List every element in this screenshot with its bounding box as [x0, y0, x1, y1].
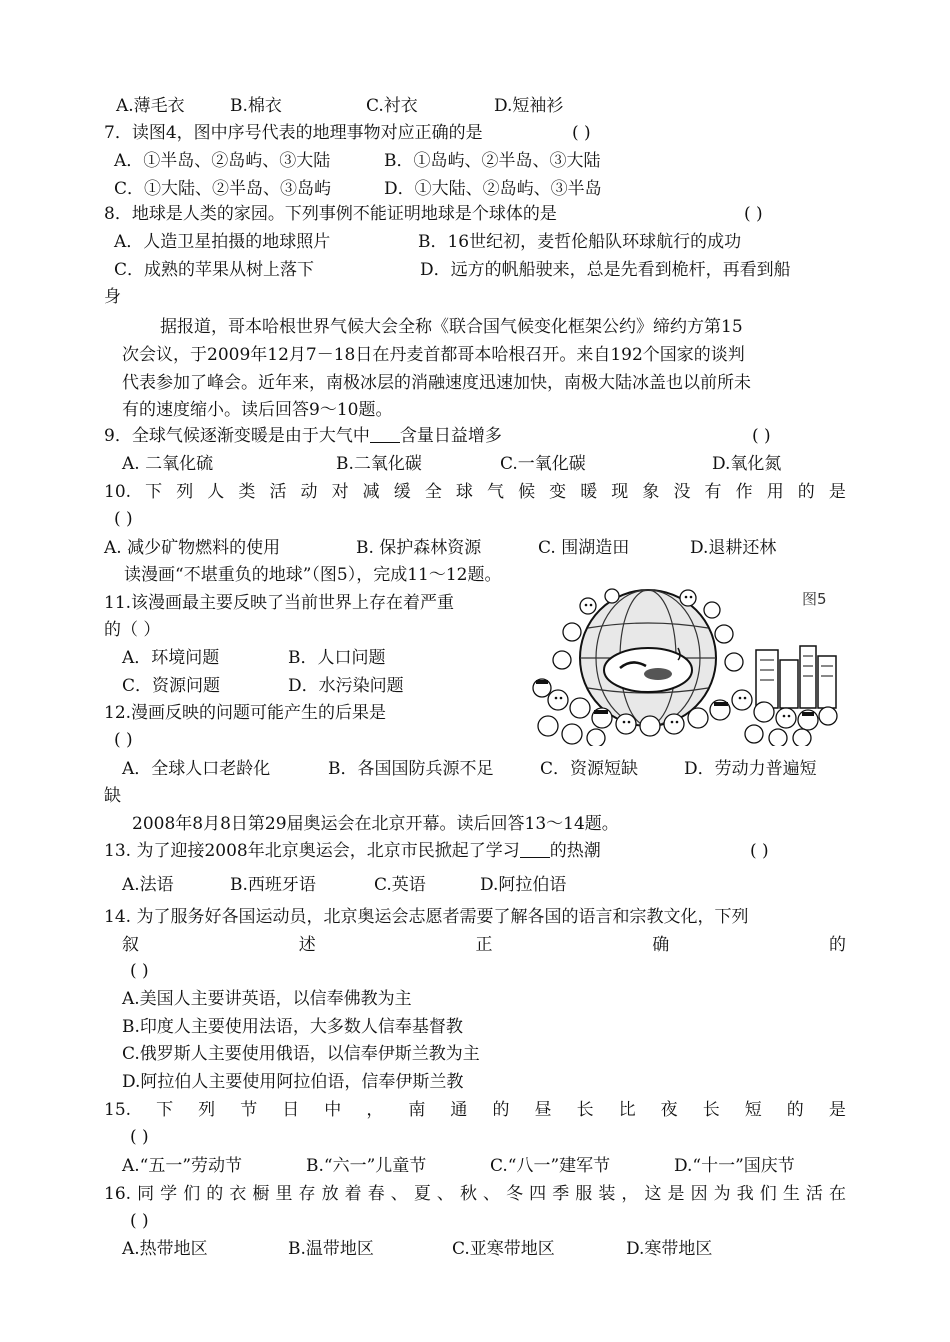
q15-option-d: D.“十一”国庆节	[674, 1156, 795, 1176]
intro-11-12: 读漫画“不堪重负的地球”（图5），完成11～12题。	[124, 565, 502, 585]
q16-stem-char: 学	[160, 1184, 178, 1204]
q10-stem-char: 作	[735, 482, 753, 502]
cartoon-overburdened-earth	[528, 588, 838, 746]
q16-stem-char: 我	[736, 1184, 754, 1204]
q15-stem-char: 节	[240, 1100, 258, 1120]
q12-option-b: B．各国国防兵源不足	[328, 759, 494, 779]
q15-stem-char: 下	[156, 1100, 174, 1120]
q12-option-a: A．全球人口老龄化	[122, 759, 271, 779]
q15-stem-char: 南	[408, 1100, 426, 1120]
q14-stem-char: 的	[829, 935, 846, 955]
q16-answer-paren: ( )	[130, 1211, 149, 1231]
q16-stem-char: 春	[367, 1184, 385, 1204]
q13-option-a: A.法语	[122, 875, 174, 895]
q6-option-b: B.棉衣	[230, 96, 282, 116]
q16-stem-char: 16.	[104, 1184, 132, 1204]
q16-stem-char: 这	[644, 1184, 662, 1204]
q11-option-c: C．资源问题	[122, 676, 221, 696]
q16-stem-char: 存	[298, 1184, 316, 1204]
q13-stem	[104, 840, 601, 862]
q9-answer-paren: ( )	[752, 426, 771, 446]
q10-stem-char: 动	[300, 482, 318, 502]
q16-stem-char: 橱	[252, 1184, 270, 1204]
q13-answer-paren: ( )	[750, 841, 769, 861]
q15-option-b: B.“六一”儿童节	[306, 1156, 427, 1176]
q14-answer-paren: ( )	[130, 961, 149, 981]
q15-stem-char: 列	[198, 1100, 216, 1120]
q8-option-a: A．人造卫星拍摄的地球照片	[114, 232, 331, 252]
q15-stem	[104, 1099, 846, 1121]
q16-stem-char: 们	[759, 1184, 777, 1204]
q14-stem-line2	[122, 934, 846, 956]
q16-stem-char: 秋	[459, 1184, 477, 1204]
q13-stem-a: 13. 为了迎接2008年北京奥运会，北京市民掀起了学习	[104, 841, 520, 861]
q6-option-c: C.衬衣	[366, 96, 418, 116]
q10-stem-char: 类	[238, 482, 256, 502]
q13-option-c: C.英语	[374, 875, 426, 895]
q15-stem-char: 的	[786, 1100, 804, 1120]
q13-option-d: D.阿拉伯语	[480, 875, 567, 895]
q15-stem-char: 夜	[660, 1100, 678, 1120]
q10-stem-char: 用	[766, 482, 784, 502]
q10-stem-char: 全	[424, 482, 442, 502]
q10-stem-char: 减	[362, 482, 380, 502]
q16-stem-char: 的	[206, 1184, 224, 1204]
q9-stem	[104, 425, 502, 447]
q16-stem-char: 、	[436, 1184, 454, 1204]
q9-stem-b: 含量日益增多	[399, 426, 502, 446]
q15-stem-char: 短	[744, 1100, 762, 1120]
q15-stem-char: 昼	[534, 1100, 552, 1120]
q12-option-d-wrap: 缺	[104, 786, 121, 806]
q9-fill-blank	[370, 426, 400, 443]
q10-stem-char: 象	[642, 482, 660, 502]
q16-stem-char: 们	[183, 1184, 201, 1204]
q14-option-b: B.印度人主要使用法语，大多数人信奉基督教	[122, 1017, 463, 1037]
q16-stem-char: 四	[529, 1184, 547, 1204]
q8-option-d-wrap: 身	[104, 287, 121, 307]
q15-option-a: A.“五一”劳动节	[122, 1156, 243, 1176]
q12-stem: 12.漫画反映的问题可能产生的后果是	[104, 703, 387, 723]
q13-option-b: B.西班牙语	[230, 875, 316, 895]
q14-stem-char: 确	[652, 935, 670, 955]
q16-stem-char: 着	[344, 1184, 362, 1204]
q16-stem-char: 季	[552, 1184, 570, 1204]
q14-option-a: A.美国人主要讲英语，以信奉佛教为主	[122, 989, 412, 1009]
q16-stem-char: 为	[713, 1184, 731, 1204]
q10-stem-char: 球	[455, 482, 473, 502]
q15-stem-char: 长	[702, 1100, 720, 1120]
q12-option-c: C．资源短缺	[540, 759, 639, 779]
city-buildings-icon	[756, 646, 836, 708]
q8-option-c: C．成熟的苹果从树上落下	[114, 260, 315, 280]
q13-fill-blank	[520, 841, 550, 858]
q10-stem-char: 列	[176, 482, 194, 502]
q14-stem-char: 叙	[122, 935, 139, 955]
q16-stem-char: 、	[390, 1184, 408, 1204]
q7-option-a: A．①半岛、②岛屿、③大陆	[114, 151, 331, 171]
q16-stem-char: 装	[598, 1184, 616, 1204]
q16-stem	[104, 1183, 846, 1205]
q14-option-d: D.阿拉伯人主要使用阿拉伯语，信奉伊斯兰教	[122, 1072, 464, 1092]
q7-option-d: D．①大陆、②岛屿、③半岛	[384, 179, 602, 199]
globe-icon	[580, 590, 716, 726]
q9-option-d: D.氧化氮	[712, 454, 782, 474]
q15-stem-char: 中	[324, 1100, 342, 1120]
q15-stem-char: 通	[450, 1100, 468, 1120]
q15-stem-char: 日	[282, 1100, 300, 1120]
cartoon-illustration	[528, 588, 838, 746]
q10-stem-char: 对	[331, 482, 349, 502]
q10-stem-char: 缓	[393, 482, 411, 502]
q16-stem-char: 活	[805, 1184, 823, 1204]
q10-stem-char: 变	[549, 482, 567, 502]
q9-option-b: B.二氧化碳	[336, 454, 422, 474]
q16-stem-char: ，	[621, 1184, 639, 1204]
q8-stem: 8．地球是人类的家园。下列事例不能证明地球是个球体的是	[104, 204, 557, 224]
q15-stem-char: 比	[618, 1100, 636, 1120]
q16-stem-char: 在	[828, 1184, 846, 1204]
q6-option-a: A.薄毛衣	[116, 96, 185, 116]
q7-answer-paren: ( )	[572, 123, 591, 143]
q11-option-d: D．水污染问题	[288, 676, 404, 696]
q16-stem-char: 是	[667, 1184, 685, 1204]
q16-option-c: C.亚寒带地区	[452, 1239, 555, 1259]
q16-stem-char: 里	[275, 1184, 293, 1204]
q10-answer-paren: ( )	[114, 509, 133, 529]
q16-option-d: D.寒带地区	[626, 1239, 713, 1259]
q12-option-d: D．劳动力普遍短	[684, 759, 817, 779]
passage2: 2008年8月8日第29届奥运会在北京开幕。读后回答13～14题。	[132, 814, 619, 834]
q8-option-b: B．16世纪初，麦哲伦船队环球航行的成功	[418, 232, 742, 252]
q11-option-a: A．环境问题	[122, 648, 220, 668]
q7-option-c: C．①大陆、②半岛、③岛屿	[114, 179, 332, 199]
q16-stem-char: 因	[690, 1184, 708, 1204]
q10-stem-char: 的	[797, 482, 815, 502]
q15-stem-char: ，	[366, 1100, 384, 1120]
q10-stem-char: 气	[486, 482, 504, 502]
q15-option-c: C.“八一”建军节	[490, 1156, 611, 1176]
q9-option-a: A. 二氧化硫	[122, 454, 214, 474]
q16-stem-char: 、	[483, 1184, 501, 1204]
q16-option-b: B.温带地区	[288, 1239, 374, 1259]
q10-stem-char: 人	[207, 482, 225, 502]
q14-stem-char: 正	[475, 935, 493, 955]
q10-stem-char: 候	[518, 482, 536, 502]
q16-stem-char: 夏	[413, 1184, 431, 1204]
q9-stem-a: 9．全球气候逐渐变暖是由于大气中	[104, 426, 370, 446]
q10-stem-char: 现	[611, 482, 629, 502]
q10-option-c: C. 围湖造田	[538, 538, 630, 558]
q10-stem-char: 有	[704, 482, 722, 502]
q10-stem-char: 没	[673, 482, 691, 502]
q10-stem-char: 下	[145, 482, 163, 502]
q8-answer-paren: ( )	[744, 204, 763, 224]
q14-stem-char: 述	[298, 935, 316, 955]
q10-stem-char: 10.	[104, 482, 132, 502]
q12-answer-paren: ( )	[114, 730, 133, 750]
q11-stem-line1: 11.该漫画最主要反映了当前世界上存在着严重	[104, 593, 455, 613]
q13-stem-b: 的热潮	[549, 841, 601, 861]
q10-stem-char: 活	[269, 482, 287, 502]
q7-stem: 7．读图4，图中序号代表的地理事物对应正确的是	[104, 123, 483, 143]
q15-stem-char: 的	[492, 1100, 510, 1120]
q16-stem-char: 服	[575, 1184, 593, 1204]
q16-stem-char: 放	[321, 1184, 339, 1204]
q16-option-a: A.热带地区	[122, 1239, 208, 1259]
passage1-line2: 次会议，于2009年12月7－18日在丹麦首都哥本哈根召开。来自192个国家的谈判	[122, 345, 745, 365]
q16-stem-char: 生	[782, 1184, 800, 1204]
q15-answer-paren: ( )	[130, 1127, 149, 1147]
passage1-line3: 代表参加了峰会。近年来，南极冰层的消融速度迅速加快，南极大陆冰盖也以前所未	[122, 373, 751, 393]
figure-5-label: 图5	[802, 590, 827, 608]
q15-stem-char: 是	[828, 1100, 846, 1120]
q16-stem-char: 衣	[229, 1184, 247, 1204]
q10-stem-char: 暖	[580, 482, 598, 502]
q16-stem-char: 冬	[506, 1184, 524, 1204]
q11-option-b: B．人口问题	[288, 648, 386, 668]
q11-stem-line2: 的（ ）	[104, 620, 161, 640]
q10-stem	[104, 481, 846, 503]
q10-stem-char: 是	[828, 482, 846, 502]
q6-option-d: D.短袖衫	[494, 96, 564, 116]
passage1-line4: 有的速度缩小。读后回答9～10题。	[122, 400, 393, 420]
q7-option-b: B．①岛屿、②半岛、③大陆	[384, 151, 601, 171]
q9-option-c: C.一氧化碳	[500, 454, 586, 474]
q14-option-c: C.俄罗斯人主要使用俄语，以信奉伊斯兰教为主	[122, 1044, 480, 1064]
q15-stem-char: 15.	[104, 1100, 132, 1120]
q10-option-b: B. 保护森林资源	[356, 538, 482, 558]
passage1-line1: 据报道，哥本哈根世界气候大会全称《联合国气候变化框架公约》缔约方第15	[160, 317, 743, 337]
q16-stem-char: 同	[137, 1184, 155, 1204]
q14-stem: 14. 为了服务好各国运动员，北京奥运会志愿者需要了解各国的语言和宗教文化，下列	[104, 907, 749, 927]
q15-stem-char: 长	[576, 1100, 594, 1120]
q8-option-d: D．远方的帆船驶来，总是先看到桅杆，再看到船	[420, 260, 791, 280]
q10-option-a: A. 减少矿物燃料的使用	[104, 538, 281, 558]
q10-option-d: D.退耕还林	[690, 538, 777, 558]
